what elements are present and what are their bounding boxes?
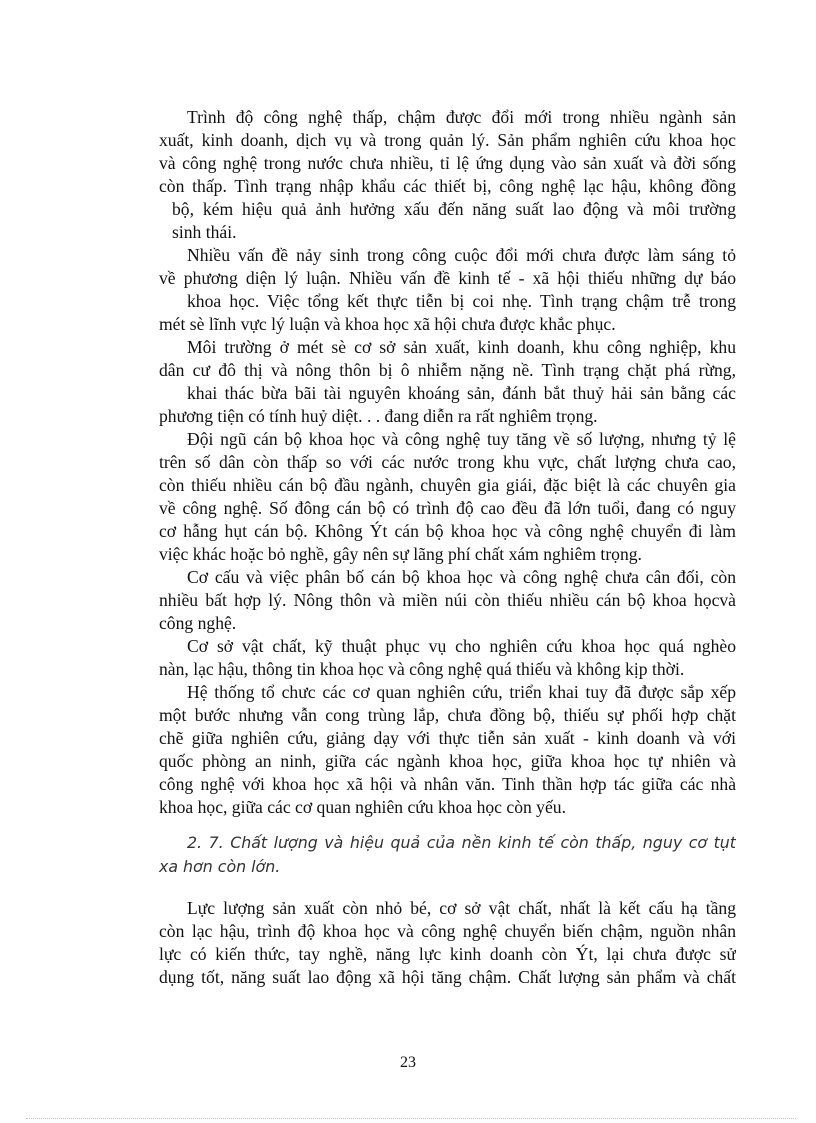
text-line: công nghệ. xyxy=(159,613,237,633)
text-line: Cơ sở vật chất, kỹ thuật phục vụ cho nghiên cứu khoa học quá nghèo xyxy=(187,636,736,656)
text-line: về công nghệ. Số đông cán bộ có trình độ cao đều đã lớn tuổi, đang có nguy xyxy=(159,498,736,518)
text-line: nhiều bất hợp lý. Nông thôn và miền núi còn thiếu nhiều cán bộ khoa họcvà xyxy=(159,590,736,610)
text-line: về phương diện lý luận. Nhiều vấn đề kinh tế - xã hội thiếu những dự báo xyxy=(159,268,736,288)
text-line: nàn, lạc hậu, thông tin khoa học và công nghệ quá thiếu và không kịp thời. xyxy=(159,659,685,679)
text-line: khoa học. Việc tổng kết thực tiễn bị coi nhẹ. Tình trạng chậm trễ trong xyxy=(187,291,736,311)
text-line: Cơ cấu và việc phân bố cán bộ khoa học và công nghệ chưa cân đối, còn xyxy=(187,567,736,587)
text-line: Môi trường ở mét sè cơ sở sản xuất, kinh doanh, khu công nghiệp, khu xyxy=(187,337,736,357)
text-line: Hệ thống tổ chưc các cơ quan nghiên cứu, triển khai tuy đã được sắp xếp xyxy=(187,682,736,702)
text-line: công nghệ với khoa học xã hội và nhân văn. Tinh thần hợp tác giữa các nhà xyxy=(159,774,736,794)
text-line: dụng tốt, năng suất lao động xã hội tăng chậm. Chất lượng sản phẩm và chất xyxy=(159,967,736,987)
text-line: khoa học, giữa các cơ quan nghiên cứu khoa học còn yếu. xyxy=(159,797,566,817)
text-line: một bước nhưng vẫn cong trùng lắp, chưa đồng bộ, thiếu sự phối hợp chặt xyxy=(159,705,736,725)
text-line: quốc phòng an ninh, giữa các ngành khoa học, giữa khoa học tự nhiên và xyxy=(159,751,736,771)
text-line: Nhiều vấn đề nảy sinh trong công cuộc đổi mới chưa được làm sáng tỏ xyxy=(187,245,736,265)
text-line: việc khác hoặc bỏ nghề, gây nên sự lãng phí chất xám nghiêm trọng. xyxy=(159,544,642,564)
text-line: cơ hẫng hụt cán bộ. Không Ýt cán bộ khoa học và công nghệ chuyển đi làm xyxy=(159,521,736,541)
text-line: còn lạc hậu, trình độ khoa học và công nghệ chuyển biến chậm, nguồn nhân xyxy=(159,921,736,941)
text-line: Đội ngũ cán bộ khoa học và công nghệ tuy tăng về số lượng, nhưng tỷ lệ xyxy=(187,429,736,449)
text-line: và công nghệ trong nước chưa nhiều, tỉ lệ ứng dụng vào sản xuất và đời sống xyxy=(159,153,736,173)
text-line: bộ, kém hiệu quả ảnh hưởng xấu đến năng suất lao động và môi trường xyxy=(172,199,736,219)
text-line: lực có kiến thức, tay nghề, năng lực kinh doanh còn Ýt, lại chưa được sử xyxy=(159,944,736,964)
heading-line: xa hơn còn lớn. xyxy=(159,857,281,876)
page-number: 23 xyxy=(400,1054,416,1071)
text-line: dân cư đô thị và nông thôn bị ô nhiễm nặng nề. Tình trạng chặt phá rừng, xyxy=(159,360,736,380)
text-line: sinh thái. xyxy=(172,222,237,242)
text-line: mét sè lĩnh vực lý luận và khoa học xã hội chưa được khắc phục. xyxy=(159,314,616,334)
text-line: còn thấp. Tình trạng nhập khẩu các thiết bị, công nghệ lạc hậu, không đồng xyxy=(159,176,736,196)
text-line: còn thiếu nhiều cán bộ đầu ngành, chuyên gia giái, đặc biệt là các chuyên gia xyxy=(159,475,736,495)
text-line: phương tiện có tính huỷ diệt. . . đang diễn ra rất nghiêm trọng. xyxy=(159,406,598,426)
text-line: khai thác bừa bãi tài nguyên khoáng sản, đánh bắt thuỷ hải sản bằng các xyxy=(187,383,736,403)
text-line: Trình độ công nghệ thấp, chậm được đổi mới trong nhiều ngành sản xyxy=(187,107,736,127)
text-line: trên số dân còn thấp so với các nước trong khu vực, chất lượng chưa cao, xyxy=(159,452,736,472)
text-line: Lực lượng sản xuất còn nhỏ bé, cơ sở vật chất, nhất là kết cấu hạ tầng xyxy=(187,898,736,918)
page-bottom-divider xyxy=(26,1118,796,1119)
text-line: chẽ giữa nghiên cứu, giảng dạy với thực tiễn sản xuất - kinh doanh và với xyxy=(159,728,736,748)
text-line: xuất, kinh doanh, dịch vụ và trong quản lý. Sản phẩm nghiên cứu khoa học xyxy=(159,130,736,150)
heading-line: 2. 7. Chất lượng và hiệu quả của nền kinh tế còn thấp, nguy cơ tụt xyxy=(187,833,736,852)
